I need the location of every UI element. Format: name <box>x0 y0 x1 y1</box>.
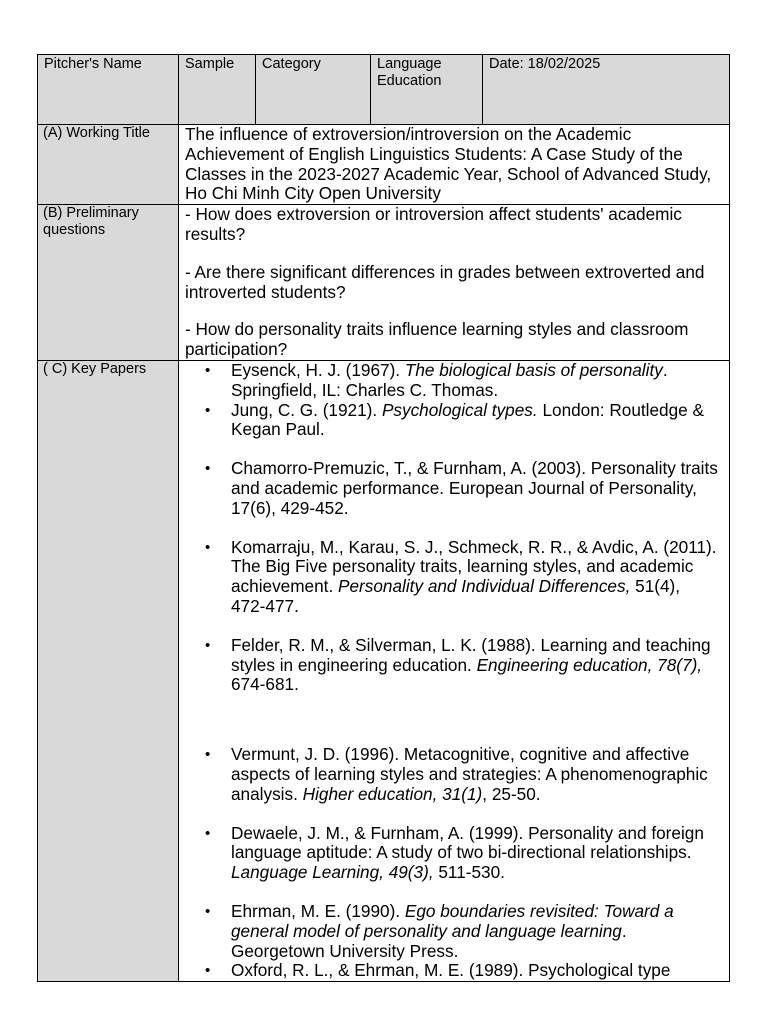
pitch-table <box>37 54 730 982</box>
reference-item: • Felder, R. M., & Silverman, L. K. (1988). Learning and teaching styles in engineering education. Engineering education, 78(7), 674-681. <box>205 634 711 695</box>
category-label-cell <box>256 55 371 125</box>
pitcher-name-label-cell <box>38 55 179 125</box>
sample-cell <box>179 55 256 125</box>
reference-item: • Vermunt, J. D. (1996). Metacognitive, cognitive and affective aspects of learning styles and strategies: A phenomenographic analysis. Higher education, 31(1), 25-50. <box>205 744 708 804</box>
preliminary-label-cell <box>38 205 179 361</box>
bullet-icon: • <box>205 902 211 920</box>
category-value: Language Education <box>377 56 442 89</box>
bullet-icon: • <box>205 460 211 478</box>
bullet-icon: • <box>205 746 211 764</box>
category-label: Category <box>262 56 321 72</box>
bullet-icon: • <box>205 636 211 654</box>
working-title-row <box>38 125 730 205</box>
key-papers-list <box>179 361 729 981</box>
preliminary-label: (B) Preliminary questions <box>43 205 139 239</box>
preliminary-content-cell <box>179 205 730 361</box>
key-papers-label-cell <box>38 360 179 981</box>
pitcher-name-value: Sample <box>185 56 235 72</box>
reference-item: • Chamorro-Premuzic, T., & Furnham, A. (2003). Personality traits and academic performance. European Journal of Personality, 17(6), 429-452. <box>205 458 718 518</box>
header-row <box>38 55 730 125</box>
key-papers-content-cell <box>179 360 730 981</box>
bullet-icon: • <box>205 401 211 419</box>
key-papers-row <box>38 360 730 981</box>
key-papers-label: ( C) Key Papers <box>43 360 147 377</box>
working-title-label: (A) Working Title <box>43 125 150 141</box>
reference-item: • Ehrman, M. E. (1990). Ego boundaries revisited: Toward a general model of personality and language learning. Georgetown University Press. <box>205 900 674 961</box>
reference-item: • Komarraju, M., Karau, S. J., Schmeck, R. R., & Avdic, A. (2011). The Big Five personality traits, learning styles, and academic achievement. Personality and Individual Differences, 51(4), 472-477. <box>205 536 717 616</box>
working-title-content-cell <box>179 125 730 205</box>
bullet-icon: • <box>205 824 211 842</box>
bullet-icon: • <box>205 538 211 556</box>
reference-item: • Oxford, R. L., & Ehrman, M. E. (1989). Psychological type <box>205 960 671 981</box>
preliminary-question: - Are there significant differences in grades between extroverted and introverted students? <box>185 261 705 302</box>
reference-item: • Jung, C. G. (1921). Psychological types. London: Routledge & Kegan Paul. <box>205 399 704 440</box>
bullet-icon: • <box>205 962 211 980</box>
working-title-text: The influence of extroversion/introversion on the Academic Achievement of English Linguistics Students: A Case Study of the Classes in the 2023-2027 Academic Year, School of Advanced Study, Ho Chi Minh City Open University <box>185 124 712 204</box>
pitcher-name-label: Pitcher's Name <box>44 56 142 72</box>
bullet-icon: • <box>205 361 211 379</box>
preliminary-question: - How do personality traits influence learning styles and classroom participation? <box>185 319 689 360</box>
reference-item: • Eysenck, H. J. (1967). The biological basis of personality. Springfield, IL: Charles C. Thomas. <box>205 360 668 400</box>
date-value: Date: 18/02/2025 <box>489 56 601 72</box>
date-cell <box>483 55 730 125</box>
preliminary-question: - How does extroversion or introversion affect students' academic results? <box>185 204 682 244</box>
working-title-label-cell <box>38 125 179 205</box>
preliminary-row <box>38 205 730 361</box>
reference-item: • Dewaele, J. M., & Furnham, A. (1999). Personality and foreign language aptitude: A study of two bi-directional relationships. Language Learning, 49(3), 511-530. <box>205 822 704 883</box>
category-value-cell <box>371 55 483 125</box>
